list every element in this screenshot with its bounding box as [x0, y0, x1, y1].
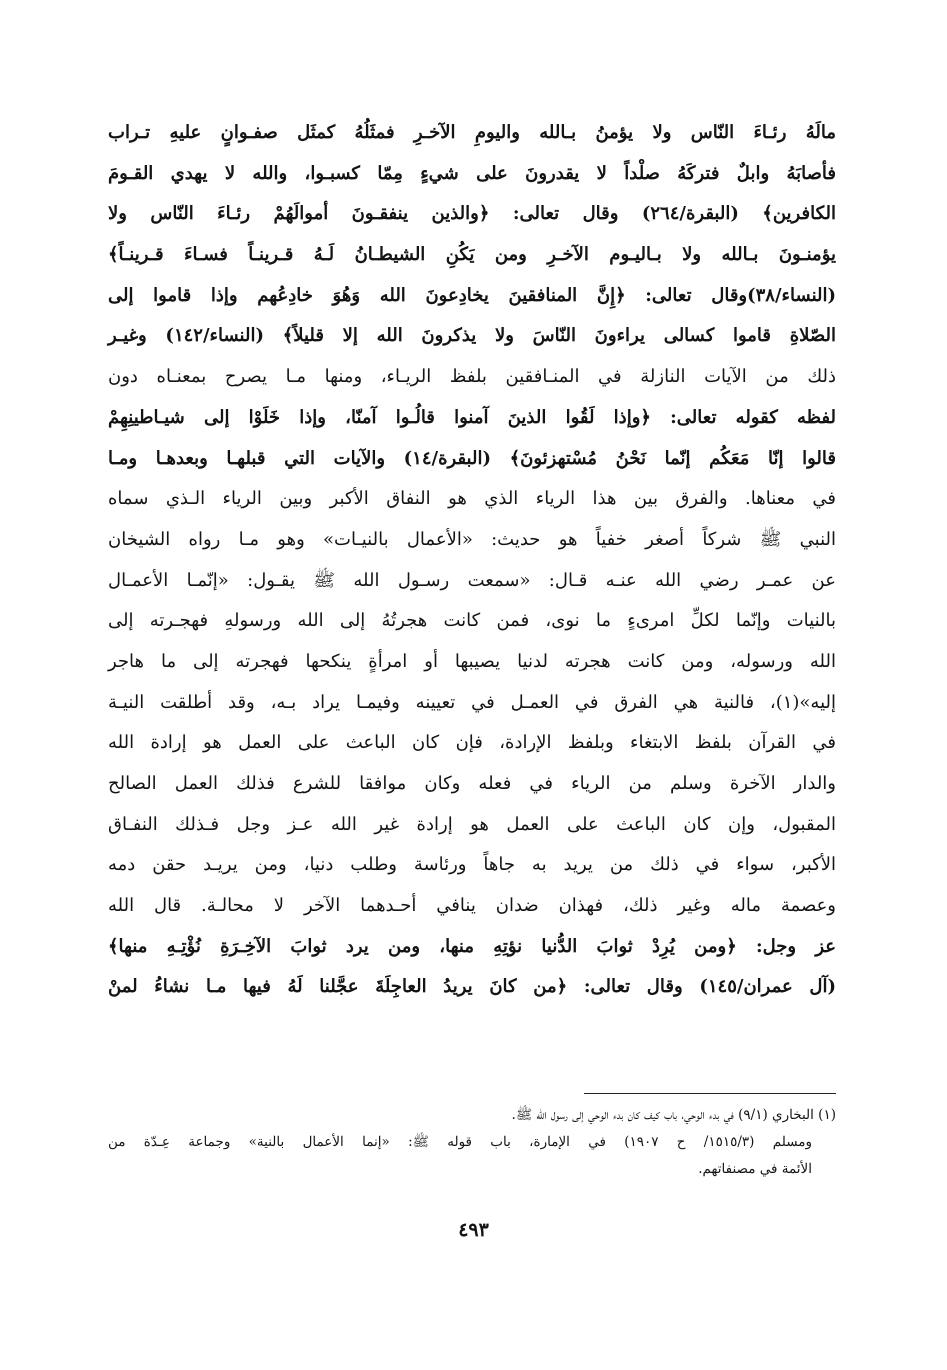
footnotes	[108, 1102, 836, 1183]
text-line: مالَهُ رئـاءَ النّاس ولا يؤمنُ بـالله واليومِ الآخـرِ فمثَلُهُ كمثَل صفـوانٍ عليهِ تـراب	[108, 122, 836, 143]
text-line: بالنيات وإنّما لكلِّ امرىءٍ ما نوى، فمن كانت هجرتُهُ إلى الله ورسولهِ فهجـرته إلى	[108, 610, 836, 632]
footnote-line: الأئمة في مصنفاتهم.	[698, 1161, 812, 1177]
text-line: عن عمـر رضي الله عنـه قـال: «سمعت رسـول الله ﷺ يقـول: «إنّمـا الأعمـال	[108, 569, 836, 591]
text-line: الكافرين﴾ (البقرة/٢٦٤) وقال تعالى: ﴿والذين ينفقـونَ أموالَهُمْ رئـاءَ النّاس ولا	[108, 203, 836, 225]
text-line: قالوا إنّا مَعَكُم إنّما نَحْنُ مُسْتهزئونَ﴾ (البقرة/١٤) والآيات التي قبلهـا وبعدهـا ومـا	[108, 447, 836, 469]
text-line: ذلك من الآيات النازلة في المنـافقين بلفظ الريـاء، ومنها مـا يصرح بمعنـاه دون	[108, 366, 836, 388]
text-line: عز وجل: ﴿ومن يُرِدْ ثوابَ الدُّنيا نؤتِهِ منها، ومن يرد ثوابَ الآخِـرَةِ نُؤْتِـهِ منها﴾	[108, 935, 836, 957]
text-line: الصّلاةِ قاموا كسالى يراءونَ النّاسَ ولا يذكرونَ الله إلا قليلاً﴾ (النساء/١٤٢) وغيـر	[108, 325, 836, 347]
text-line: لفظه كقوله تعالى: ﴿وإذا لَقُوا الذينَ آمنوا قالُـوا آمنّا، وإذا خَلَوْا إلى شيـاطينِهِمْ	[108, 406, 836, 428]
page-number: ٤٩٣	[458, 1219, 489, 1241]
text-line: الأكبر، سواء في ذلك من يريد به جاهاً ورئاسة وطلب دنيا، ومن يريـد حقن دمه	[108, 854, 836, 876]
text-line: الله ورسوله، ومن كانت هجرته لدنيا يصيبها أو امرأةٍ ينكحها فهجرته إلى ما هاجر	[108, 650, 836, 672]
footnote-separator	[584, 1093, 836, 1094]
footnote-line: (١) البخاري (٩/١) في بدء الوحي، باب كيف كان بدء الوحي إلى رسول الله ﷺ.	[511, 1107, 836, 1123]
footnote-line: ومسلم (١٥١٥/٣/ ح ١٩٠٧) في الإمارة، باب قوله ﷺ: «إنما الأعمال بالنية» وجماعة عِـدّة من	[108, 1134, 812, 1150]
text-line: إليه»(١)، فالنية هي الفرق في العمـل في تعيينه وفيمـا يراد بـه، وقد أطلقت النيـة	[108, 691, 836, 713]
text-line: (النساء/٣٨)وقال تعالى: ﴿إِنَّ المنافقينَ يخادِعونَ الله وَهُوَ خادِعُهم وإذا قاموا إلى	[108, 284, 836, 306]
text-line: والدار الآخرة وسلم من الرياء في فعله وكان موافقا للشرع فذلك العمل الصالح	[108, 773, 836, 794]
text-line: المقبول، وإن كان الباعث على العمل هو إرادة غير الله عـز وجل فـذلك النفـاق	[108, 813, 836, 835]
main-text	[108, 113, 836, 1008]
text-line: وعصمة ماله وغير ذلك، فهذان ضدان ينافي أحـدهما الآخر لا محالـة. قال الله	[108, 895, 836, 917]
text-line: فأصابَهُ وابلٌ فتركَهُ صلْداً لا يقدرونَ على شيءٍ مِمّا كسبـوا، والله لا يهدي القـومَ	[108, 162, 836, 184]
text-line: (آل عمران/١٤٥) وقال تعالى: ﴿من كانَ يريدُ العاجِلَةَ عجَّلنا لَهُ فيها مـا نشاءُ لمنْ	[108, 976, 837, 998]
text-line: في القرآن بلفظ الابتغاء وبلفظ الإرادة، فإن كان الباعث على العمل هو إرادة الله	[108, 732, 836, 754]
text-line: في معناها. والفرق بين هذا الرياء الذي هو النفاق الأكبر وبين الرياء الـذي سماه	[108, 488, 836, 510]
text-line: يؤمنـونَ بـالله ولا بـاليـوم الآخـرِ ومن يَكُنِ الشيطـانُ لَـهُ قـرينـاً فسـاءَ قـرينـاً﴾	[108, 244, 836, 266]
text-line: النبي ﷺ شركاً أصغر خفياً هو حديث: «الأعمال بالنيـات» وهو مـا رواه الشيخان	[108, 528, 836, 550]
